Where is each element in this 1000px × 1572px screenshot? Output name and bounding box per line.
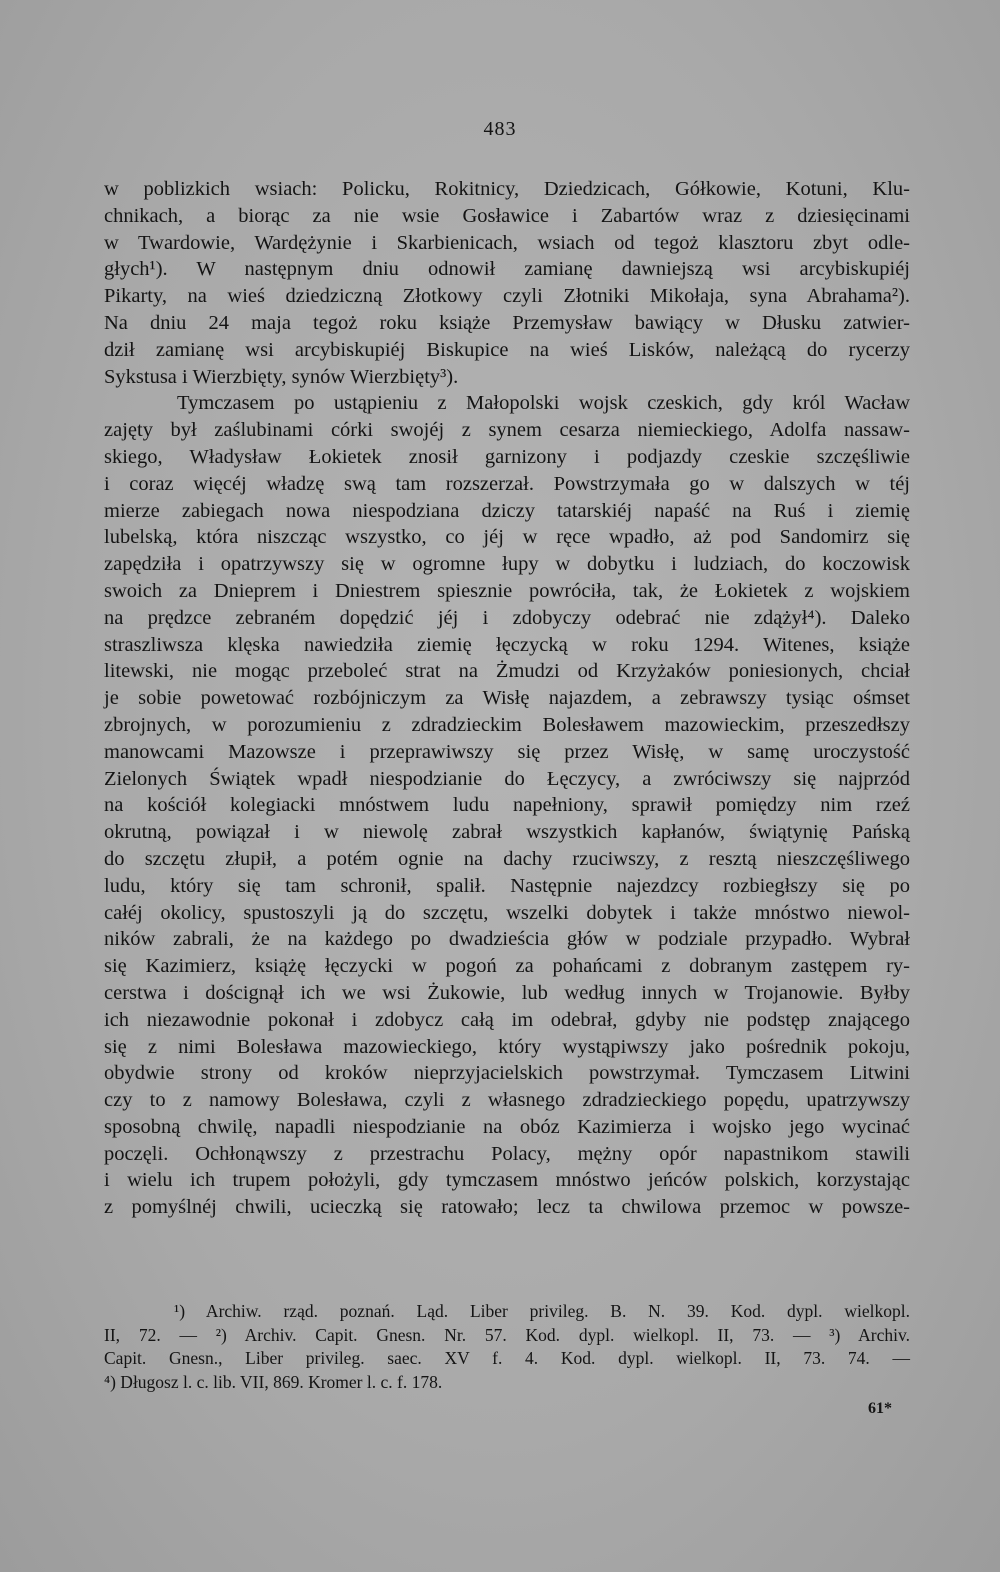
text-line: swoich za Dnieprem i Dniestrem spiesznie powróciła, tak, że Łokietek z wojskiem <box>104 579 910 602</box>
text-line: do szczętu złupił, a potém ognie na dachy rzuciwszy, z resztą nieszczęśliwego <box>104 847 910 870</box>
text-line: z pomyślnéj chwili, ucieczką się ratowało; lecz ta chwilowa przemoc w powsze- <box>104 1196 910 1219</box>
text-line: się Kazimierz, książę łęczycki w pogoń za pohańcami z dobranym zastępem ry- <box>104 955 910 978</box>
footnote-line: ⁴) Długosz l. c. lib. VII, 869. Kromer l. c. f. 178. <box>104 1371 443 1392</box>
text-line: czy to z namowy Bolesława, czyli z własnego zdradzieckiego popędu, upatrzywszy <box>104 1089 910 1112</box>
body-text <box>104 176 910 1221</box>
page-number: 483 <box>483 118 517 140</box>
footnote-line: Capit. Gnesn., Liber privileg. saec. XV f. 4. Kod. dypl. wielkopl. II, 73. 74. — <box>104 1348 910 1368</box>
text-line: i wielu ich trupem położyli, gdy tymczasem mnóstwo jeńców polskich, korzystając <box>104 1169 910 1192</box>
text-line: manowcami Mazowsze i przeprawiwszy się przez Wisłę, w samę uroczystość <box>104 740 910 763</box>
text-line: je sobie powetować rozbójniczym za Wisłę najazdem, a zebrawszy tysiąc ośmset <box>104 687 910 710</box>
text-line: sposobną chwilę, napadli niespodzianie na obóz Kazimierza i wojsko jego wycinać <box>104 1115 910 1138</box>
text-line: litewski, nie mogąc przeboleć strat na Żmudzi od Krzyżaków poniesionych, chciał <box>104 660 910 683</box>
text-line: straszliwsza klęska nawiedziła ziemię łęczycką w roku 1294. Witenes, książe <box>104 633 910 656</box>
text-line: w Twardowie, Wardężynie i Skarbienicach, wsiach od tegoż klasztoru zbyt odle- <box>104 231 910 254</box>
text-line: lubelską, która niszcząc wszystko, co jéj w ręce wpadło, aż pod Sandomirz się <box>104 526 910 549</box>
text-line: poczęli. Ochłonąwszy z przestrachu Polacy, mężny opór napastnikom stawili <box>104 1142 910 1165</box>
text-line: całéj okolicy, spustoszyli ją do szczętu, wszelki dobytek i także mnóstwo niewol- <box>104 901 910 924</box>
text-line: się z nimi Bolesława mazowieckiego, który wystąpiwszy jako pośrednik pokoju, <box>104 1035 910 1058</box>
text-line: obydwie strony od kroków nieprzyjacielskich powstrzymał. Tymczasem Litwini <box>104 1062 910 1085</box>
text-line: na kościół kolegiacki mnóstwem ludu napełniony, sprawił pomiędzy nim rzeź <box>104 794 910 817</box>
footnotes <box>104 1300 910 1394</box>
text-line: zbrojnych, w porozumieniu z zdradzieckim Bolesławem mazowieckim, przeszedłszy <box>104 713 910 736</box>
text-line: mierze zabiegach nowa niespodziana dziczy tatarskiéj napaść na Ruś i ziemię <box>104 499 910 522</box>
text-line: dził zamianę wsi arcybiskupiéj Biskupice na wieś Lisków, należącą do rycerzy <box>104 338 910 361</box>
signature-mark: 61* <box>868 1400 892 1417</box>
text-line: ników zabrali, że na każdego po dwadzieścia głów w podziale przypadło. Wybrał <box>104 928 910 951</box>
text-line: głych¹). W następnym dniu odnowił zamianę dawniejszą wsi arcybiskupiéj <box>104 258 910 281</box>
footnote-line: ¹) Archiw. rząd. poznań. Ląd. Liber privileg. B. N. 39. Kod. dypl. wielkopl. <box>174 1301 910 1321</box>
text-line: Na dniu 24 maja tegoż roku książe Przemysław bawiący w Dłusku zatwier- <box>104 311 910 334</box>
text-line: chnikach, a biorąc za nie wsie Gosławice i Zabartów wraz z dziesięcinami <box>104 204 910 227</box>
text-line: cerstwa i doścignął ich we wsi Żukowie, lub według innych w Trojanowie. Byłby <box>104 981 910 1004</box>
text-line: Pikarty, na wieś dziedziczną Złotkowy czyli Złotniki Mikołaja, syna Abrahama²). <box>104 285 910 308</box>
text-line: zajęty był zaślubinami córki swojéj z synem cesarza niemieckiego, Adolfa nassaw- <box>104 419 910 442</box>
text-line: w poblizkich wsiach: Policku, Rokitnicy, Dziedzicach, Gółkowie, Kotuni, Klu- <box>104 178 910 200</box>
text-line: i coraz więcéj władzę swą tam rozszerzał. Powstrzymała go w dalszych w téj <box>104 472 910 495</box>
text-line: na prędzce zebraném dopędzić jéj i zdobyczy odebrać nie zdążył⁴). Daleko <box>104 606 910 629</box>
text-line: Zielonych Świątek wpadł niespodzianie do Łęczycy, a zwróciwszy się najprzód <box>104 767 910 790</box>
paragraph-start-line: Tymczasem po ustąpieniu z Małopolski wojsk czeskich, gdy król Wacław <box>177 392 910 415</box>
text-line: Sykstusa i Wierzbięty, synów Wierzbięty³). <box>104 365 459 388</box>
footnote-line: II, 72. — ²) Archiv. Capit. Gnesn. Nr. 57. Kod. dypl. wielkopl. II, 73. — ³) Archiv. <box>104 1324 910 1345</box>
text-line: ich niezawodnie pokonał i zdobycz całą im odebrał, gdyby nie podstęp znającego <box>104 1008 910 1031</box>
text-line: ludu, który się tam schronił, spalił. Następnie najezdzcy rozbiegłszy się po <box>104 874 910 897</box>
text-line: okrutną, powiązał i w niewolę zabrał wszystkich kapłanów, świątynię Pańską <box>104 821 910 844</box>
text-line: zapędziła i opatrzywszy się w ogromne łupy w dobytku i ludziach, do koczowisk <box>104 553 910 576</box>
text-line: skiego, Władysław Łokietek znosił garnizony i podjazdy czeskie szczęśliwie <box>104 445 910 468</box>
